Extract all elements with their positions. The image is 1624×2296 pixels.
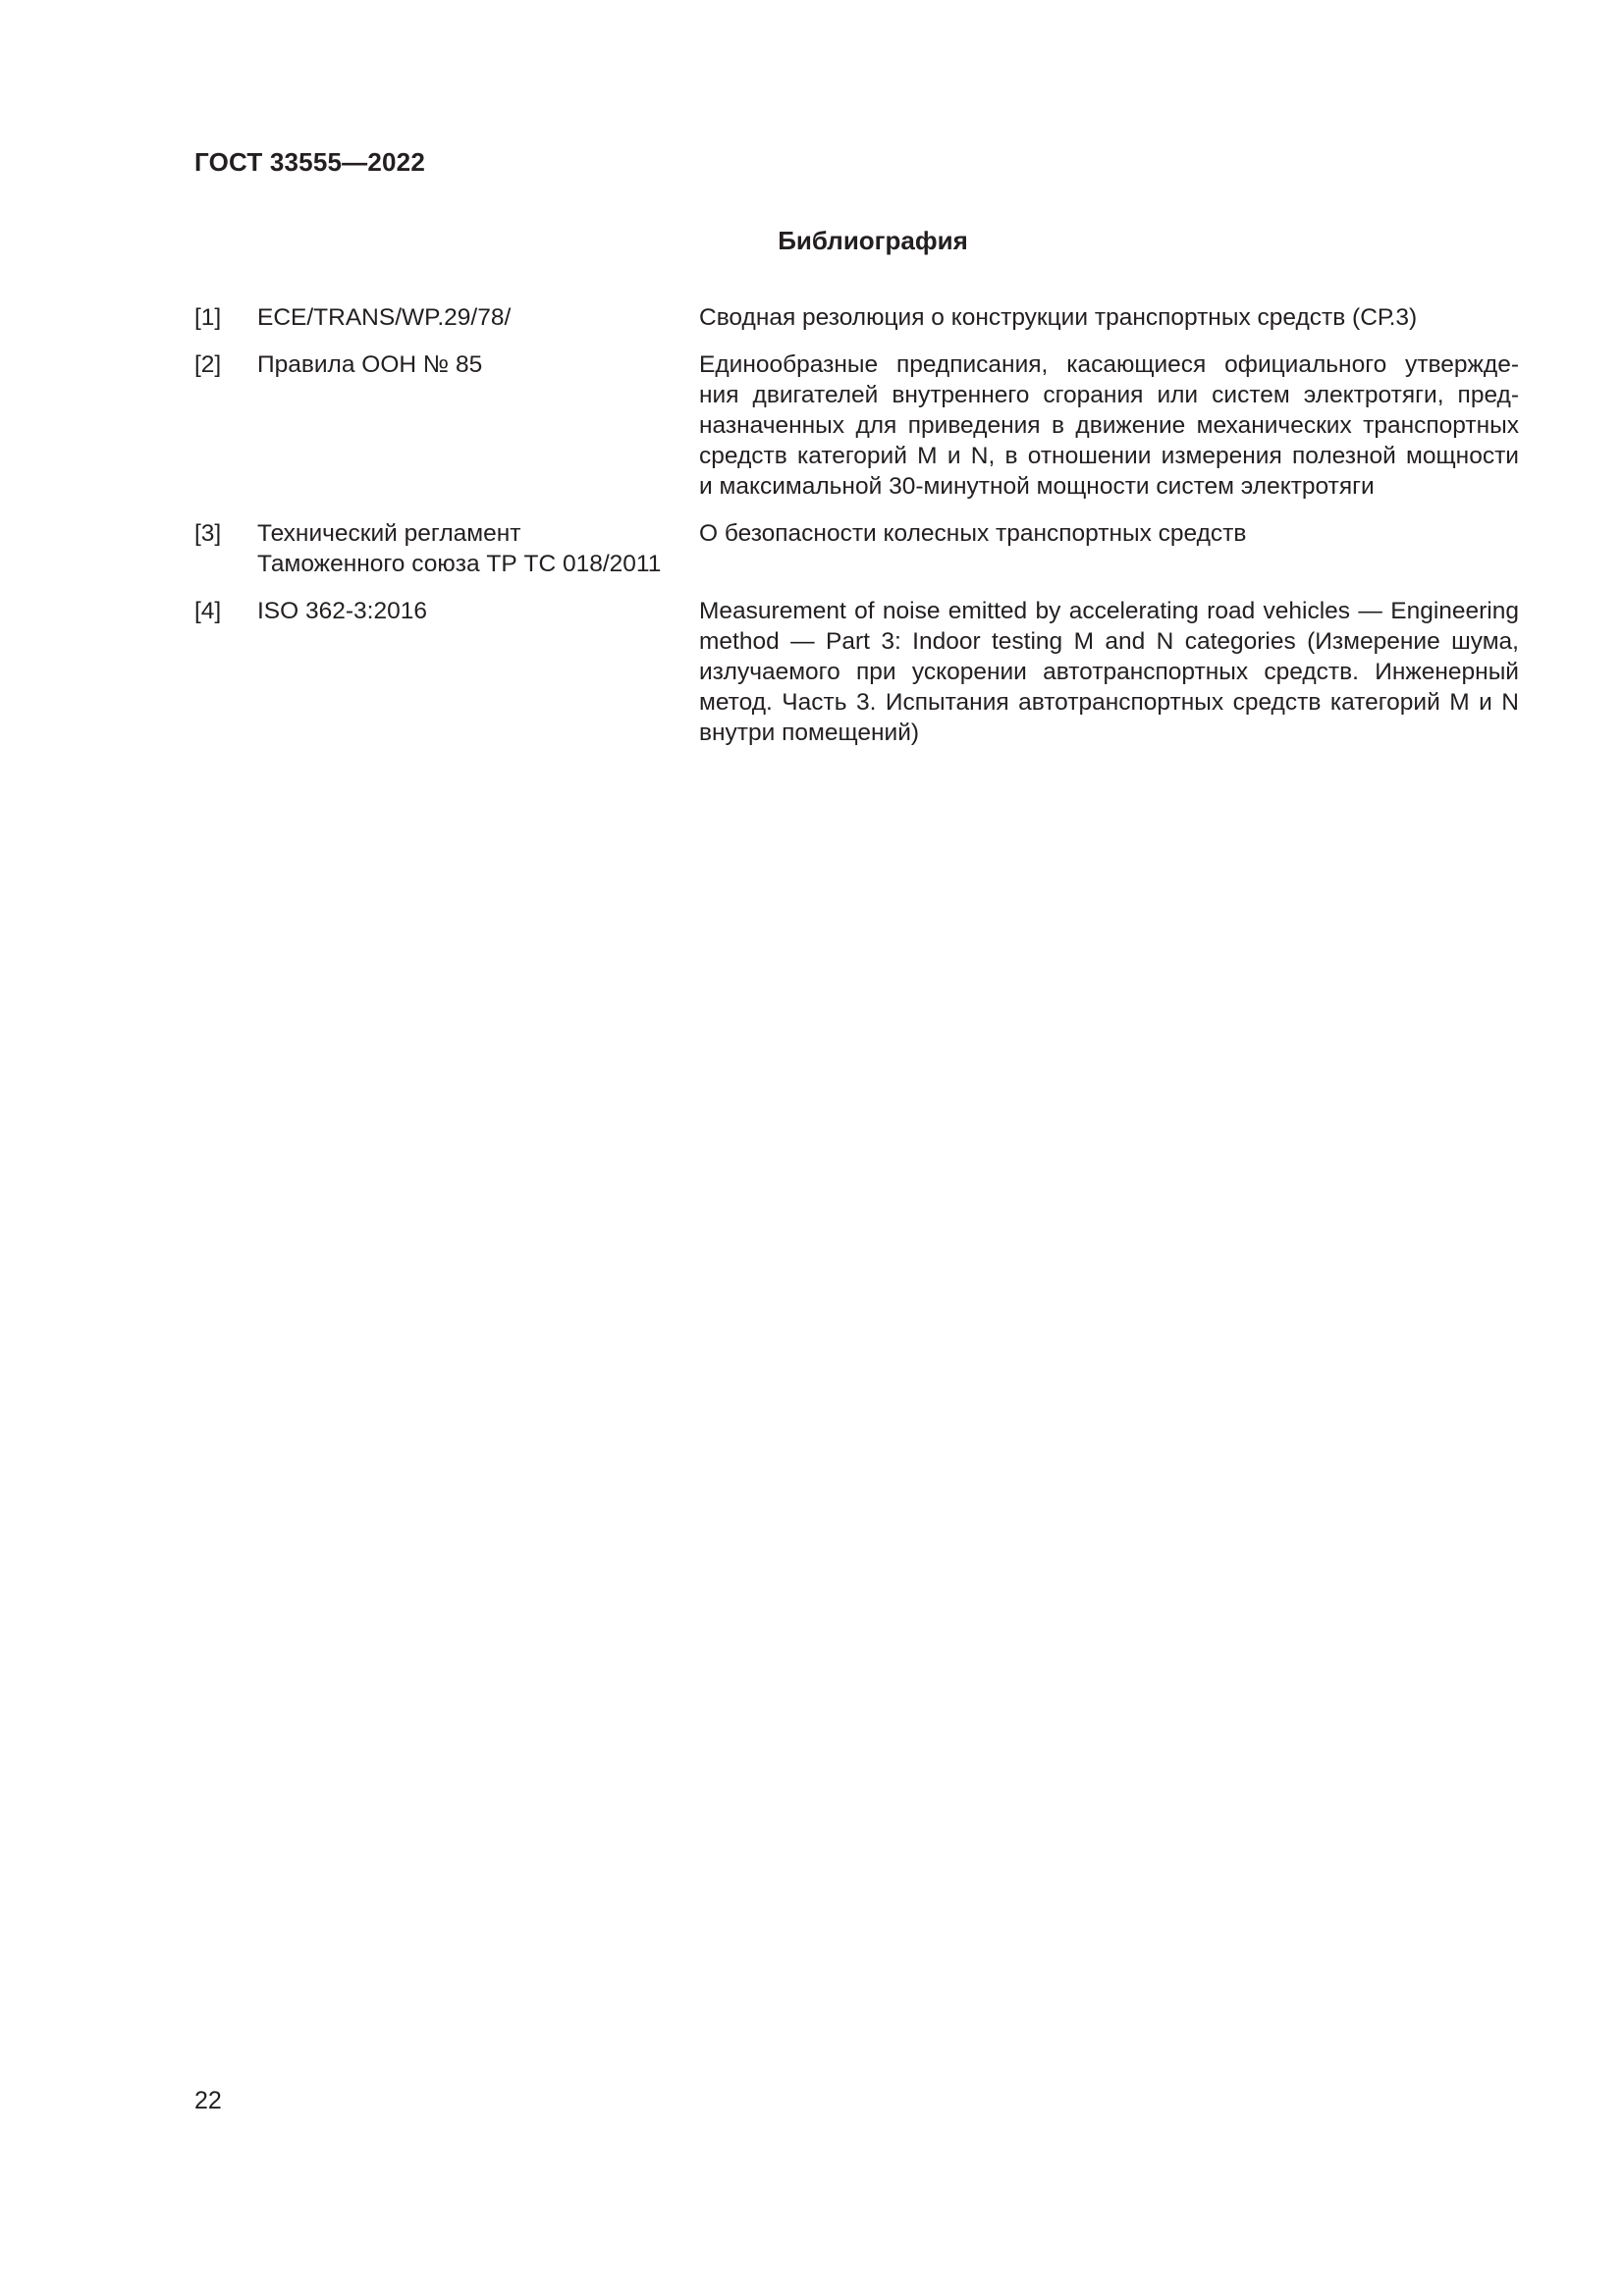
bibliography-list [194, 302, 1520, 765]
entry-description-line: Сводная резолюция о конструкции транспортных средств (СР.3) [699, 304, 1418, 331]
page-number: 22 [194, 2087, 222, 2114]
entry-description [699, 518, 1519, 579]
entry-description-line: внутри помещений) [699, 720, 920, 746]
entry-description [699, 596, 1519, 748]
entry-number: [1] [194, 304, 222, 331]
bibliography-entry [194, 349, 1520, 502]
bibliography-entry [194, 518, 1520, 579]
entry-reference-line: ECE/TRANS/WP.29/78/ [257, 304, 512, 331]
entry-description-line: ния двигателей внутреннего сгорания или систем электротяги, пред- [699, 382, 1519, 408]
bibliography-entry [194, 302, 1520, 333]
entry-description-line: Measurement of noise emitted by accelerating road vehicles — Engineering [699, 598, 1519, 624]
entry-reference-line: Правила ООН № 85 [257, 351, 483, 378]
entry-description-line: О безопасности колесных транспортных средств [699, 520, 1247, 547]
section-title: Библиография [778, 226, 968, 255]
entry-description-line: излучаемого при ускорении автотранспортных средств. Инженерный [699, 659, 1519, 685]
entry-description-line: назначенных для приведения в движение механических транспортных [699, 412, 1519, 439]
entry-description [699, 302, 1519, 333]
entry-description-line: и максимальной 30-минутной мощности систем электротяги [699, 473, 1375, 500]
entry-reference-line: Таможенного союза ТР ТС 018/2011 [257, 551, 662, 577]
entry-number: [2] [194, 351, 222, 378]
bibliography-entry [194, 596, 1520, 748]
entry-reference [257, 596, 699, 748]
entry-reference-line: Технический регламент [257, 520, 521, 547]
entry-reference [257, 302, 699, 333]
document-id-header: ГОСТ 33555—2022 [194, 147, 425, 177]
entry-number: [3] [194, 520, 222, 547]
entry-description-line: method — Part 3: Indoor testing M and N categories (Измерение шума, [699, 628, 1519, 655]
entry-reference [257, 518, 699, 579]
entry-description-line: средств категорий М и N, в отношении измерения полезной мощности [699, 443, 1519, 469]
entry-reference [257, 349, 699, 502]
entry-reference-line: ISO 362-3:2016 [257, 598, 427, 624]
entry-description-line: Единообразные предписания, касающиеся официального утвержде- [699, 351, 1519, 378]
entry-description-line: метод. Часть 3. Испытания автотранспортных средств категорий M и N [699, 689, 1519, 716]
entry-number: [4] [194, 598, 222, 624]
entry-description [699, 349, 1519, 502]
